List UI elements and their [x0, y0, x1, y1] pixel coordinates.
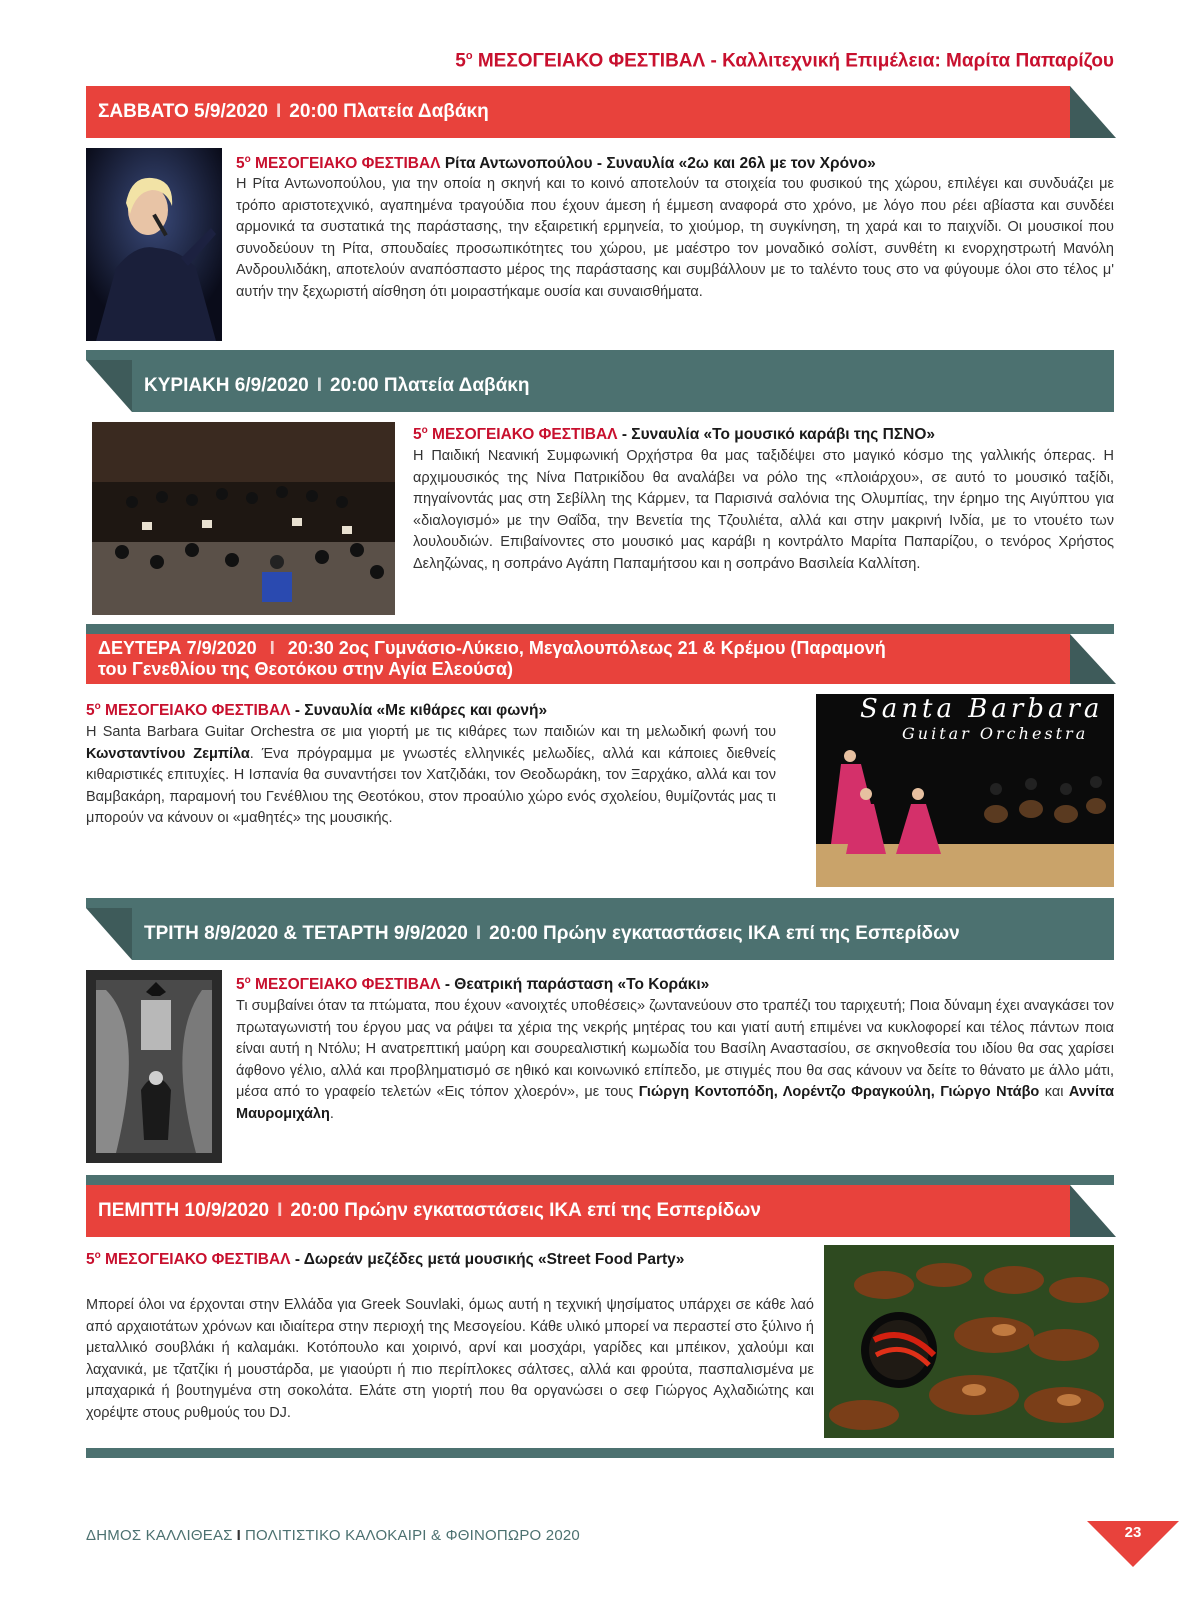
event-2-date: ΚΥΡΙΑΚΗ 6/9/2020 [144, 375, 309, 396]
event-5-venue: 20:00 Πρώην εγκαταστάσεις ΙΚΑ επί της Εσπερίδων [290, 1200, 761, 1221]
festival-label: $5^o$ ΜΕΣΟΓΕΙΑΚΟ ΦΕΣΤΙΒΑΛ [413, 425, 618, 444]
banner-corner [1070, 634, 1116, 684]
event-1-banner [86, 86, 1070, 138]
guitar-orchestra-photo [816, 694, 1114, 887]
event-4-venue: 20:00 Πρώην εγκαταστάσεις ΙΚΑ επί της Εσπερίδων [489, 923, 960, 944]
event-1-date: ΣΑΒΒΑΤΟ 5/9/2020 [98, 101, 268, 122]
photo-caption-line-2: Guitar Orchestra [902, 724, 1089, 743]
orchestra-photo [92, 422, 395, 615]
banner-corner [1070, 1185, 1116, 1237]
event-3-date: ΔΕΥΤΕΡΑ 7/9/2020 [98, 638, 257, 658]
festival-label: $5^o$ ΜΕΣΟΓΕΙΑΚΟ ΦΕΣΤΙΒΑΛ [236, 154, 441, 173]
event-2-banner [132, 360, 1114, 412]
page-header: $5^o$ ΜΕΣΟΓΕΙΑΚΟ ΦΕΣΤΙΒΑΛ - Καλλιτεχνική Επιμέλεια: Μαρίτα Παπαρίζου [455, 50, 1114, 72]
section-divider [86, 898, 1114, 908]
event-2-venue: 20:00 Πλατεία Δαβάκη [330, 375, 530, 396]
separator: I [269, 638, 275, 658]
event-3-description: Η Santa Barbara Guitar Orchestra σε μια γιορτή με τις κιθάρες των παιδιών και τη μελωδική φωνή του Κωνσταντίνου Ζεμπίλα. Ένα πρόγραμμα με γνωστές ελληνικές μελωδίες, αλλά και κάποιες διεθνείς κιθαριστικές επιτυχίες. Η Ισπανία θα συναντήσει τον Χατζιδάκι, τον Θεοδωράκη, τον Ξαρχάκο, αλλά και τον Βαμβακάρη, παραμονή του Γενέθλιου της Θεοτόκου, στον προαύλιο χώρο ενός σχολείου, θυμίζοντάς μας τι μπορούν να κάνουν οι «μαθητές» της μουσικής. [86, 724, 776, 827]
footer-text: ΔΗΜΟΣ ΚΑΛΛΙΘΕΑΣ I ΠΟΛΙΤΙΣΤΙΚΟ ΚΑΛΟΚΑΙΡΙ & ΦΘΙΝΟΠΩΡΟ 2020 [86, 1527, 580, 1544]
event-5-description: Μπορεί όλοι να έρχονται στην Ελλάδα για Greek Souvlaki, όμως αυτή η τεχνική ψησίματος υπάρχει σε κάθε λαό από αρχαιοτάτων χρόνων και ιδιαίτερα στην περιοχή της Μεσογείου. Κάθε υλικό μπορεί να περαστεί στο ξύλινο ή μεταλλικό σουβλάκι ή καλαμάκι. Κοτόπουλο και χοιρινό, αρνί και μοσχάρι, γαρίδες και μπέικον, χαλούμι και λαχανικά, με τζατζίκι ή μουστάρδα, με γιαούρτι ή πιο περίπλοκες σάλτσες, αλλά και φρούτα, πασπαλισμένα με μπαχαρικά ή βουτηγμένα στη σοκολάτα. Ελάτε στη γιορτή που θα οργανώσει ο σεφ Γιώργος Αχλαδιώτης και χορέψτε στους ρυθμούς του DJ. [86, 1297, 814, 1421]
section-divider [86, 624, 1114, 634]
event-4-description: Τι συμβαίνει όταν τα πτώματα, που έχουν «ανοιχτές υποθέσεις» ζωντανεύουν στο τραπέζι του ταριχευτή; Ποια δύναμη έχει αναγκάσει τον πρωταγωνιστή του έργου μας να ράψει τα χέρια της νεκρής μητέρας του και γιατί αυτή επιμένει να κυκλοφορεί και τέλος πάντων ποια είναι αυτή η Ντόλυ; Η ανατρεπτική μαύρη και σουρεαλιστική κωμωδία του Βασίλη Αναστασίου, σε σκηνοθεσία του ιδίου θα σας χαρίσει άφθονο γέλιο, αλλά και προβληματισμό σε ηθικό και κοινωνικό επίπεδο, με στιγμές που θα σας κάνουν να δείτε το θάνατο με άλλο μάτι, μέσα από το γραφείο τελετών «Εις τόπον χλοερόν», με τους Γιώργη Κοντοπόδη, Λορέντζο Φραγκούλη, Γιώργο Ντάβο και Αννίτα Μαυρομιχάλη. [236, 998, 1114, 1122]
event-5-date: ΠΕΜΠΤΗ 10/9/2020 [98, 1200, 270, 1221]
event-5-banner [86, 1185, 1070, 1237]
section-divider [86, 350, 1114, 360]
festival-label: $5^o$ ΜΕΣΟΓΕΙΑΚΟ ΦΕΣΤΙΒΑΛ [86, 701, 291, 720]
event-3-venue: 20:30 2ος Γυμνάσιο-Λύκειο, Μεγαλουπόλεως 21 & Κρέμου (Παραμονή [287, 638, 886, 658]
festival-label: $5^o$ ΜΕΣΟΓΕΙΑΚΟ ΦΕΣΤΙΒΑΛ [236, 975, 441, 994]
event-1-title: $5^o$ ΜΕΣΟΓΕΙΑΚΟ ΦΕΣΤΙΒΑΛ Ρίτα Αντωνοπούλου - Συναυλία «2ω και 26λ με τον Χρόνο» [236, 154, 876, 173]
banner-corner [86, 908, 132, 960]
event-3-venue-line-2: του Γενεθλίου της Θεοτόκου στην Αγία Ελεούσα) [98, 659, 514, 679]
souvlaki-photo [824, 1245, 1114, 1438]
photo-caption-line-1: Santa Barbara [860, 694, 1104, 724]
event-4-title: $5^o$ ΜΕΣΟΓΕΙΑΚΟ ΦΕΣΤΙΒΑΛ - Θεατρική παράσταση «Το Κοράκι» [236, 975, 710, 994]
separator: I [475, 923, 482, 944]
event-4-banner [132, 908, 1114, 960]
separator: I [277, 1200, 283, 1221]
event-2-description: Η Παιδική Νεανική Συμφωνική Ορχήστρα θα μας ταξιδέψει στο μαγικό κόσμο της γαλλικής όπερας. Η αρχιμουσικός της Νίνα Πατρικίδου θα αναλάβει να ρόλο της «πλοιάρχου», σε αυτό το μουσικό ταξίδι, πηγαίνοντάς μας στη Σεβίλλη της Κάρμεν, τα Παρισινά σαλόνια της Ολυμπίας, την έρημο της Αιγύπτου για «διαλογισμό» με την Θαΐδα, την Βενετία της Τζουλιέτα, αλλά και στην μακρινή Ινδία, με το ντουέτο των λουλουδιών. Επιβαίνοντες στο μουσικό μας καράβι η κοντράλτο Μαρίτα Παπαρίζου, ο τενόρος Χρήστος Δεληζώνας, η σοπράνο Αγάπη Παπαμήτσου και η σοπράνο Βασιλεία Καλλίτση. [413, 448, 1114, 572]
event-3-title: $5^o$ ΜΕΣΟΓΕΙΑΚΟ ΦΕΣΤΙΒΑΛ - Συναυλία «Με κιθάρες και φωνή» [86, 701, 548, 720]
event-2-title: $5^o$ ΜΕΣΟΓΕΙΑΚΟ ΦΕΣΤΙΒΑΛ - Συναυλία «Το μουσικό καράβι της ΠΣΝΟ» [413, 425, 936, 444]
separator: I [316, 375, 323, 396]
event-4-date: ΤΡΙΤΗ 8/9/2020 & ΤΕΤΑΡΤΗ 9/9/2020 [144, 923, 468, 944]
singer-photo [86, 148, 222, 341]
raven-engraving [86, 970, 222, 1163]
page-number: 23 [1124, 1524, 1142, 1541]
event-3-banner [86, 634, 1070, 684]
event-5-title: $5^o$ ΜΕΣΟΓΕΙΑΚΟ ΦΕΣΤΙΒΑΛ - Δωρεάν μεζέδες μετά μουσικής «Street Food Party» [86, 1250, 685, 1269]
section-divider [86, 1448, 1114, 1458]
event-1-description: Η Ρίτα Αντωνοπούλου, για την οποία η σκηνή και το κοινό αποτελούν τα στοιχεία του φυσικού της χώρου, επιλέγει και συνδυάζει με τρόπο αριστοτεχνικό, αγαπημένα τραγούδια που έχουν άμεση ή έμμεση αναφορά στο χρόνο, με λόγο που ρέει αβίαστα και συνδέει αρμονικά τα συστατικά της παράστασης, την εξαιρετική ερμηνεία, το χιούμορ, τη συγκίνηση, τη χαρά και το παιχνίδι. Οι μουσικοί που συνοδεύουν τη Ρίτα, σπουδαίες προσωπικότητες του χώρου, με μαέστρο τον μοναδικό σολίστ, συνθέτη κι ενορχηστρωτή Μανόλη Ανδρουλιδάκη, αποτελούν αναπόσπαστο μέρος της παράστασης και συμβάλλουν με το ταλέντο τους στο να φύγουμε όλοι στο τέλος μ' αυτήν την ξεχωριστή αίσθηση ότι μοιραστήκαμε ουσία και συναισθήματα. [236, 176, 1114, 300]
section-divider [86, 1175, 1114, 1185]
separator: I [276, 101, 282, 122]
banner-corner [1070, 86, 1116, 138]
festival-label: $5^o$ ΜΕΣΟΓΕΙΑΚΟ ΦΕΣΤΙΒΑΛ [86, 1250, 291, 1269]
banner-corner [86, 360, 132, 412]
event-1-venue: 20:00 Πλατεία Δαβάκη [289, 101, 489, 122]
